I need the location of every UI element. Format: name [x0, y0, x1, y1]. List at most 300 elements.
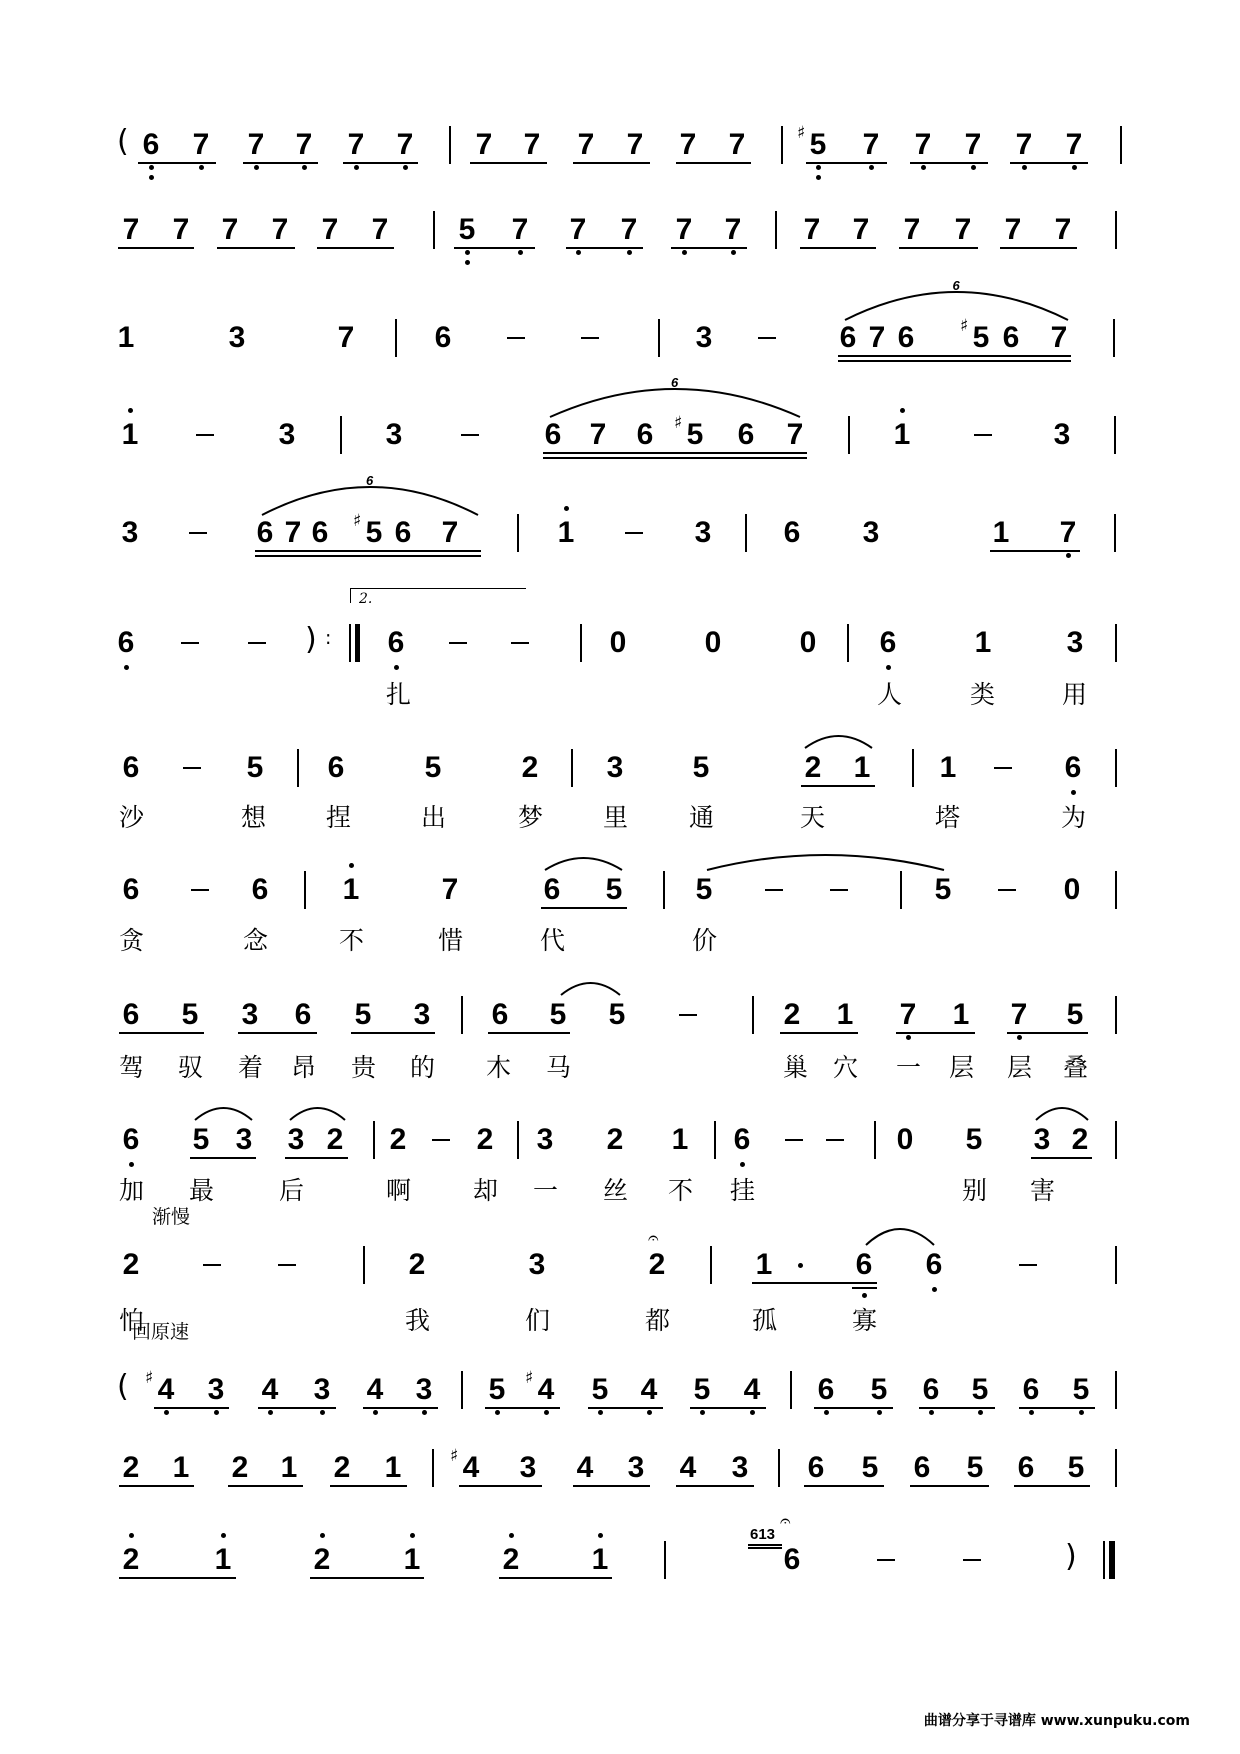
underline-beam — [1014, 1485, 1090, 1487]
octave-dot-low — [824, 1410, 829, 1415]
underline-beam — [238, 1032, 317, 1034]
barline — [1103, 1541, 1105, 1579]
underline-beam — [470, 162, 547, 164]
note: 6 — [142, 128, 160, 161]
note: 3 — [207, 1373, 225, 1406]
note: 7 — [868, 321, 886, 354]
note: 6 — [251, 873, 269, 906]
note: 2 — [313, 1543, 331, 1576]
note: 0 — [704, 626, 722, 659]
note: 7 — [271, 213, 289, 246]
dash — [248, 642, 266, 644]
note: 7 — [192, 128, 210, 161]
underline-beam — [459, 1485, 542, 1487]
underline-beam — [217, 247, 295, 249]
note: 6 — [636, 418, 654, 451]
underline-beam — [910, 162, 988, 164]
note: 6 — [807, 1451, 825, 1484]
lyric-char: 丝 — [603, 1176, 629, 1205]
note: 6 — [544, 418, 562, 451]
sharp-sign: ♯ — [145, 1368, 154, 1388]
lyric-char: 扎 — [386, 680, 412, 709]
underline-beam — [119, 1577, 236, 1579]
note: 2 — [122, 1451, 140, 1484]
note: 5 — [549, 998, 567, 1031]
lyric-char: 加 — [119, 1176, 145, 1205]
note: 7 — [371, 213, 389, 246]
octave-dot-low — [403, 165, 408, 170]
barline — [775, 211, 777, 249]
underline-beam — [671, 247, 747, 249]
lyric-char: 捏 — [326, 803, 352, 832]
lyric-char: 为 — [1061, 803, 1087, 832]
tuplet-number: 6 — [366, 473, 374, 488]
barline — [349, 624, 351, 662]
note: 0 — [609, 626, 627, 659]
octave-dot-high — [900, 408, 905, 413]
sharp-sign: ♯ — [797, 123, 806, 143]
underline-beam — [838, 355, 1071, 357]
lyric-char: 惜 — [438, 926, 464, 955]
barline — [1115, 871, 1117, 909]
note: 1 — [342, 873, 360, 906]
octave-dot-low — [1029, 1410, 1034, 1415]
underline-beam — [780, 1032, 858, 1034]
underline-beam — [804, 1485, 884, 1487]
lyric-char: 别 — [962, 1176, 988, 1205]
note: 2 — [606, 1123, 624, 1156]
dash — [432, 1139, 450, 1141]
note: 6 — [879, 626, 897, 659]
lyric-char: 的 — [410, 1053, 436, 1082]
note: 3 — [1033, 1123, 1051, 1156]
lyric-char: 沙 — [119, 803, 145, 832]
note: 7 — [295, 128, 313, 161]
note: 5 — [695, 873, 713, 906]
barline — [1115, 1121, 1117, 1159]
octave-dot-low — [1066, 553, 1071, 558]
underline-beam — [748, 1544, 782, 1546]
barline — [297, 749, 299, 787]
note: 7 — [577, 128, 595, 161]
octave-dot-low — [465, 260, 470, 265]
note: 7 — [620, 213, 638, 246]
note: 6 — [122, 998, 140, 1031]
octave-dot-low — [199, 165, 204, 170]
underline-beam — [255, 550, 481, 552]
note: 7 — [724, 213, 742, 246]
underline-beam — [351, 1032, 435, 1034]
dash — [196, 434, 214, 436]
barline — [912, 749, 914, 787]
barline — [1114, 416, 1116, 454]
underline-beam — [485, 1407, 560, 1409]
barline — [395, 319, 397, 357]
note: 7 — [914, 128, 932, 161]
lyric-char: 却 — [473, 1176, 499, 1205]
barline — [571, 749, 573, 787]
octave-dot-low — [164, 1410, 169, 1415]
note: 7 — [337, 321, 355, 354]
octave-dot-low — [214, 1410, 219, 1415]
barline — [432, 1449, 434, 1487]
underline-beam — [543, 457, 807, 459]
barline — [900, 871, 902, 909]
dash — [830, 889, 848, 891]
lyric-char: 害 — [1030, 1176, 1056, 1205]
note: 6 — [256, 516, 274, 549]
note: 4 — [743, 1373, 761, 1406]
underline-beam — [573, 1485, 650, 1487]
dash — [998, 889, 1016, 891]
lyric-char: 木 — [486, 1053, 512, 1082]
note: 2 — [521, 751, 539, 784]
underline-beam — [541, 907, 627, 909]
barline — [1115, 1449, 1117, 1487]
underline-beam — [806, 162, 887, 164]
dash — [974, 434, 992, 436]
note: 6 — [839, 321, 857, 354]
tempo-mark-a-tempo: 回原速 — [132, 1321, 190, 1343]
octave-dot-high — [128, 408, 133, 413]
note: 5 — [1072, 1373, 1090, 1406]
octave-dot-high — [221, 1533, 226, 1538]
barline — [517, 1121, 519, 1159]
barline — [355, 624, 360, 662]
underline-beam — [852, 1287, 877, 1289]
augmentation-dot — [798, 1263, 803, 1268]
barline — [373, 1121, 375, 1159]
note: 5 — [181, 998, 199, 1031]
note: 6 — [855, 1248, 873, 1281]
lyric-char: 代 — [540, 926, 566, 955]
note: 2 — [122, 1248, 140, 1281]
note: 5 — [972, 321, 990, 354]
octave-dot-low — [518, 250, 523, 255]
note: 4 — [157, 1373, 175, 1406]
note: 5 — [591, 1373, 609, 1406]
lyric-char: 层 — [949, 1053, 975, 1082]
bracket: ( — [117, 124, 129, 159]
lyric-char: 想 — [241, 803, 267, 832]
note: 6 — [122, 1123, 140, 1156]
octave-dot-low — [886, 665, 891, 670]
note: 2 — [122, 1543, 140, 1576]
note: 7 — [523, 128, 541, 161]
note: 1 — [591, 1543, 609, 1576]
note: 5 — [1066, 998, 1084, 1031]
note: 3 — [385, 418, 403, 451]
underline-beam — [1019, 1407, 1095, 1409]
volta-number: 2. — [359, 591, 373, 607]
note: 5 — [246, 751, 264, 784]
underline-beam — [343, 162, 418, 164]
note: 5 — [693, 1373, 711, 1406]
note: 7 — [1059, 516, 1077, 549]
note: 5 — [809, 128, 827, 161]
note: 6 — [387, 626, 405, 659]
lyric-char: 穴 — [833, 1053, 859, 1082]
note: 7 — [954, 213, 972, 246]
octave-dot-low — [929, 1410, 934, 1415]
dash — [203, 1264, 221, 1266]
note: 6 — [1064, 751, 1082, 784]
note: 4 — [366, 1373, 384, 1406]
sharp-sign: ♯ — [450, 1446, 459, 1466]
underline-beam — [573, 162, 650, 164]
lyric-char: 出 — [421, 803, 447, 832]
note: 6 — [1022, 1373, 1040, 1406]
barline — [710, 1246, 712, 1284]
lyric-char: 通 — [689, 803, 715, 832]
note: 6 — [737, 418, 755, 451]
note: 3 — [606, 751, 624, 784]
lyric-char: 价 — [692, 926, 718, 955]
note: 7 — [441, 873, 459, 906]
note: 3 — [519, 1451, 537, 1484]
fermata: 𝄐 — [780, 1510, 791, 1532]
lyric-char: 我 — [405, 1306, 431, 1335]
note: 5 — [424, 751, 442, 784]
note: 3 — [313, 1373, 331, 1406]
lyric-char: 塔 — [935, 803, 961, 832]
lyric-char: 后 — [279, 1176, 305, 1205]
note: 7 — [511, 213, 529, 246]
note: 6 — [733, 1123, 751, 1156]
note: 4 — [462, 1451, 480, 1484]
note: 2 — [389, 1123, 407, 1156]
note: 7 — [852, 213, 870, 246]
dash — [278, 1264, 296, 1266]
barline — [1109, 1541, 1115, 1579]
note: 7 — [862, 128, 880, 161]
barline — [517, 514, 519, 552]
note: 3 — [862, 516, 880, 549]
octave-dot-high — [129, 1533, 134, 1538]
sharp-sign: ♯ — [353, 511, 362, 531]
dash — [181, 642, 199, 644]
octave-dot-low — [700, 1410, 705, 1415]
octave-dot-low — [1017, 1035, 1022, 1040]
dash — [679, 1014, 697, 1016]
tempo-mark-rit: 渐慢 — [152, 1206, 191, 1228]
note: 6 — [1002, 321, 1020, 354]
underline-beam — [119, 1032, 204, 1034]
note: 7 — [675, 213, 693, 246]
note: 7 — [679, 128, 697, 161]
note: 4 — [261, 1373, 279, 1406]
octave-dot-low — [598, 1410, 603, 1415]
note: 1 — [117, 321, 135, 354]
note: 7 — [396, 128, 414, 161]
lyric-char: 层 — [1007, 1053, 1033, 1082]
note: 3 — [695, 321, 713, 354]
octave-dot-low — [731, 250, 736, 255]
note: 7 — [1010, 998, 1028, 1031]
underline-beam — [154, 1407, 229, 1409]
note: 6 — [327, 751, 345, 784]
note: 1 — [121, 418, 139, 451]
note: 7 — [569, 213, 587, 246]
barline — [461, 1371, 463, 1409]
underline-beam — [1000, 247, 1077, 249]
note: 1 — [403, 1543, 421, 1576]
note: 3 — [413, 998, 431, 1031]
sharp-sign: ♯ — [960, 316, 969, 336]
underline-beam — [990, 550, 1080, 552]
underline-beam — [119, 1485, 194, 1487]
note: 5 — [1067, 1451, 1085, 1484]
barline — [1115, 1371, 1117, 1409]
note: 2 — [476, 1123, 494, 1156]
underline-beam — [454, 247, 535, 249]
dash — [191, 889, 209, 891]
note: 5 — [934, 873, 952, 906]
repeat-dots: : — [325, 627, 332, 649]
underline-beam — [676, 162, 751, 164]
sharp-sign: ♯ — [525, 1368, 534, 1388]
note: 6 — [925, 1248, 943, 1281]
underline-beam — [896, 1032, 975, 1034]
octave-dot-low — [682, 250, 687, 255]
note: 5 — [686, 418, 704, 451]
octave-dot-low — [906, 1035, 911, 1040]
note: 7 — [122, 213, 140, 246]
note: 4 — [576, 1451, 594, 1484]
lyric-char: 挂 — [730, 1176, 756, 1205]
note: 1 — [384, 1451, 402, 1484]
barline — [1115, 211, 1117, 249]
note: 7 — [321, 213, 339, 246]
octave-dot-low — [544, 1410, 549, 1415]
note: 2 — [502, 1543, 520, 1576]
note: 6 — [543, 873, 561, 906]
note: 3 — [287, 1123, 305, 1156]
note: 6 — [922, 1373, 940, 1406]
note: 3 — [241, 998, 259, 1031]
underline-beam — [748, 1547, 782, 1549]
note: 1 — [214, 1543, 232, 1576]
lyric-char: 怕 — [119, 1306, 145, 1335]
underline-beam — [676, 1485, 754, 1487]
lyric-char: 们 — [525, 1306, 551, 1335]
note: 5 — [692, 751, 710, 784]
octave-dot-low — [465, 250, 470, 255]
octave-dot-low — [129, 1162, 134, 1167]
note: 5 — [354, 998, 372, 1031]
barline — [1115, 749, 1117, 787]
underline-beam — [488, 1032, 570, 1034]
note: 7 — [964, 128, 982, 161]
note: 5 — [458, 213, 476, 246]
barline — [1114, 514, 1116, 552]
lyric-char: 不 — [339, 926, 365, 955]
octave-dot-low — [354, 165, 359, 170]
barline — [449, 126, 451, 164]
lyric-char: 人 — [877, 680, 903, 709]
note: 3 — [731, 1451, 749, 1484]
octave-dot-low — [740, 1162, 745, 1167]
barline — [363, 1246, 365, 1284]
lyric-char: 寡 — [852, 1306, 878, 1335]
octave-dot-low — [254, 165, 259, 170]
note: 5 — [966, 1451, 984, 1484]
octave-dot-low — [877, 1410, 882, 1415]
dash — [511, 642, 529, 644]
barline — [847, 624, 849, 662]
dash — [877, 1559, 895, 1561]
octave-dot-low — [647, 1410, 652, 1415]
note: 7 — [347, 128, 365, 161]
note: 5 — [870, 1373, 888, 1406]
note: 7 — [903, 213, 921, 246]
tuplet-number: 6 — [952, 278, 960, 293]
note: 2 — [648, 1248, 666, 1281]
note: 0 — [1063, 873, 1081, 906]
note: 5 — [861, 1451, 879, 1484]
dash — [461, 434, 479, 436]
barline — [461, 996, 463, 1034]
note: 6 — [122, 873, 140, 906]
note: 7 — [626, 128, 644, 161]
note: 6 — [897, 321, 915, 354]
octave-dot-low — [1079, 1410, 1084, 1415]
dash — [826, 1139, 844, 1141]
underline-beam — [499, 1577, 612, 1579]
note: 4 — [537, 1373, 555, 1406]
octave-dot-low — [978, 1410, 983, 1415]
note: 3 — [1053, 418, 1071, 451]
octave-dot-low — [932, 1287, 937, 1292]
lyric-char: 一 — [533, 1176, 559, 1205]
dash — [963, 1559, 981, 1561]
note: 1 — [172, 1451, 190, 1484]
note: 3 — [415, 1373, 433, 1406]
octave-dot-low — [627, 250, 632, 255]
note: 6 — [783, 1543, 801, 1576]
underline-beam — [258, 1407, 336, 1409]
note: 6 — [311, 516, 329, 549]
note: 3 — [1066, 626, 1084, 659]
underline-beam — [1031, 1157, 1092, 1159]
note: 2 — [326, 1123, 344, 1156]
note: 5 — [971, 1373, 989, 1406]
barline — [1113, 319, 1115, 357]
lyric-char: 啊 — [386, 1176, 412, 1205]
dash — [581, 337, 599, 339]
underline-beam — [228, 1485, 303, 1487]
note: 2 — [231, 1451, 249, 1484]
underline-beam — [138, 162, 216, 164]
note: 5 — [605, 873, 623, 906]
note: 2 — [333, 1451, 351, 1484]
dash — [183, 767, 201, 769]
note: 3 — [627, 1451, 645, 1484]
underline-beam — [588, 1407, 663, 1409]
note: 3 — [278, 418, 296, 451]
note: 4 — [679, 1451, 697, 1484]
note: 6 — [122, 751, 140, 784]
note: 3 — [228, 321, 246, 354]
barline — [781, 126, 783, 164]
barline — [664, 1541, 666, 1579]
octave-dot-high — [564, 506, 569, 511]
octave-dot-high — [598, 1533, 603, 1538]
lyric-char: 马 — [546, 1053, 572, 1082]
note: 1 — [836, 998, 854, 1031]
note: 2 — [408, 1248, 426, 1281]
octave-dot-high — [410, 1533, 415, 1538]
